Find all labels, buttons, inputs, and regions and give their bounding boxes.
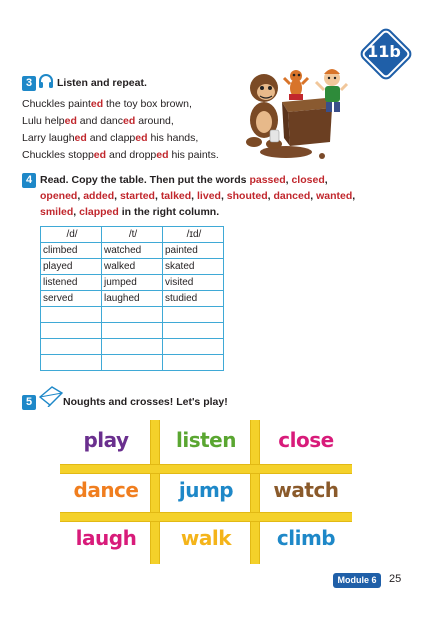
table-cell: painted: [163, 243, 224, 259]
column-header: /ɪd/: [163, 227, 224, 243]
ed-ending: ed: [93, 149, 107, 161]
table-header-row: [41, 227, 224, 243]
table-cell: [163, 323, 224, 339]
exercise-4-number: 4: [22, 173, 36, 188]
module-badge: Module 6: [333, 573, 381, 588]
grid-word[interactable]: listen: [176, 428, 236, 452]
table-cell: [102, 323, 163, 339]
sound-table: [40, 226, 224, 371]
target-word: shouted: [226, 190, 268, 202]
table-row: [41, 291, 224, 307]
poem-text: his paints.: [168, 149, 219, 161]
instruction-text: ,: [267, 190, 274, 202]
table-cell: [163, 307, 224, 323]
poem-text: Larry laugh: [22, 132, 75, 144]
table-cell: studied: [163, 291, 224, 307]
exercise-3-title: Listen and repeat.: [57, 77, 147, 89]
poem-line: [22, 115, 174, 127]
table-cell: [41, 339, 102, 355]
instruction-text: in the right column.: [118, 206, 220, 218]
table-cell: visited: [163, 275, 224, 291]
table-cell: listened: [41, 275, 102, 291]
grid-word[interactable]: watch: [273, 478, 339, 502]
table-cell: laughed: [102, 291, 163, 307]
ed-ending: ed: [123, 115, 136, 127]
poem-text: around,: [135, 115, 174, 127]
poem-text: his hands,: [147, 132, 199, 144]
table-cell: played: [41, 259, 102, 275]
table-row: [41, 355, 224, 371]
exercise-3-number: 3: [22, 76, 36, 91]
exercise-5-title: Noughts and crosses! Let's play!: [63, 396, 228, 408]
table-row: [41, 259, 224, 275]
poem-text: Chuckles stopp: [22, 149, 94, 161]
instruction-text: Read. Copy the table. Then put the words: [40, 174, 250, 186]
table-row: [41, 307, 224, 323]
target-word: danced: [273, 190, 311, 202]
table-cell: [102, 307, 163, 323]
table-row: [41, 323, 224, 339]
table-cell: [163, 355, 224, 371]
table-cell: climbed: [41, 243, 102, 259]
unit-badge-label: 11b: [367, 42, 401, 61]
table-cell: [163, 339, 224, 355]
column-header: /t/: [102, 227, 163, 243]
poem-line: [22, 149, 219, 161]
instruction-text: ,: [191, 190, 198, 202]
unit-badge: [362, 30, 406, 74]
poem-text: the toy box brown,: [103, 98, 192, 110]
target-word: started: [119, 190, 155, 202]
table-cell: skated: [163, 259, 224, 275]
ed-ending: ed: [135, 132, 148, 144]
poem-text: and dropp: [106, 149, 157, 161]
table-cell: [41, 355, 102, 371]
grid-word[interactable]: jump: [178, 478, 234, 502]
exercise-4-instruction: [40, 172, 370, 220]
grid-word[interactable]: walk: [180, 526, 232, 550]
poem-text: and danc: [76, 115, 124, 127]
poem-text: and clapp: [86, 132, 136, 144]
target-word: lived: [197, 190, 221, 202]
grid-word[interactable]: laugh: [75, 526, 137, 550]
instruction-text: ,: [352, 190, 356, 202]
table-cell: watched: [102, 243, 163, 259]
grid-word[interactable]: climb: [276, 526, 336, 550]
table-row: [41, 339, 224, 355]
table-cell: [102, 339, 163, 355]
exercise-5-number: 5: [22, 395, 36, 410]
table-cell: [41, 323, 102, 339]
table-cell: jumped: [102, 275, 163, 291]
instruction-text: ,: [154, 190, 161, 202]
ed-ending: ed: [156, 149, 169, 161]
target-word: opened: [40, 190, 78, 202]
table-cell: [102, 355, 163, 371]
grid-line: [60, 464, 352, 474]
table-cell: served: [41, 291, 102, 307]
instruction-text: ,: [310, 190, 317, 202]
poem-text: Chuckles paint: [22, 98, 91, 110]
table-row: [41, 243, 224, 259]
instruction-text: ,: [77, 190, 84, 202]
table-cell: walked: [102, 259, 163, 275]
poem-line: [22, 98, 192, 110]
ed-ending: ed: [64, 115, 77, 127]
instruction-text: ,: [114, 190, 120, 202]
page-number: 25: [389, 573, 402, 585]
grid-word[interactable]: close: [278, 428, 334, 452]
noughts-and-crosses-grid: [60, 420, 352, 564]
instruction-text: ,: [220, 190, 227, 202]
ed-ending: ed: [74, 132, 87, 144]
target-word: passed: [249, 174, 286, 186]
table-row: [41, 275, 224, 291]
target-word: smiled: [40, 206, 74, 218]
grid-line: [60, 512, 352, 522]
instruction-text: ,: [324, 174, 328, 186]
ed-ending: ed: [90, 98, 104, 110]
table-cell: [41, 307, 102, 323]
instruction-text: ,: [73, 206, 80, 218]
instruction-text: ,: [285, 174, 292, 186]
grid-word[interactable]: dance: [73, 478, 139, 502]
target-word: wanted: [316, 190, 353, 202]
target-word: clapped: [79, 206, 119, 218]
poem-text: Lulu help: [22, 115, 65, 127]
spinning-top-icon: [38, 385, 64, 412]
grid-word[interactable]: play: [83, 428, 129, 452]
target-word: talked: [160, 190, 192, 202]
column-header: /d/: [41, 227, 102, 243]
target-word: closed: [291, 174, 325, 186]
headphones-icon: [38, 73, 54, 94]
target-word: added: [83, 190, 115, 202]
cartoon-illustration: [244, 58, 350, 162]
poem-line: [22, 132, 198, 144]
